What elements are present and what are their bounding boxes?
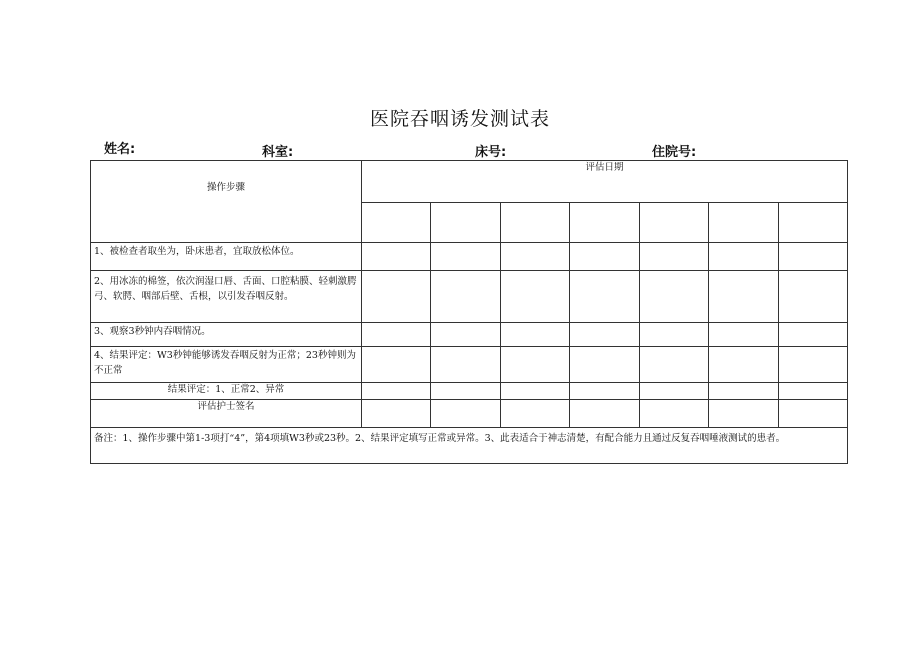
step-2-cell[interactable] (501, 271, 570, 323)
result-cell[interactable] (362, 383, 431, 400)
step-2-cell[interactable] (640, 271, 709, 323)
date-cell[interactable] (779, 203, 848, 243)
step-1-cell[interactable] (779, 243, 848, 271)
step-4-cell[interactable] (501, 347, 570, 383)
remarks-note: 备注：1、操作步骤中第1-3项打“4”，第4项填W3秒或23秒。2、结果评定填写正常或异常。3、此表适合于神志清楚，有配合能力且通过反复吞咽唾液测试的患者。 (91, 428, 848, 464)
result-evaluation-label: 结果评定：1、正常2、异常 (91, 383, 362, 400)
date-cell[interactable] (431, 203, 501, 243)
signature-cell[interactable] (362, 400, 431, 428)
step-1-cell[interactable] (501, 243, 570, 271)
page-title: 医院吞咽诱发测试表 (369, 108, 550, 130)
name-field-label: 姓名: (104, 142, 136, 157)
result-cell[interactable] (501, 383, 570, 400)
step-3-cell[interactable] (779, 323, 848, 347)
step-2-label: 2、用冰冻的棉签，依次润湿口唇、舌面、口腔粘膜、轻刺激腭弓、软腭、咽部后壁、舌根，以引发吞咽反射。 (91, 271, 362, 323)
result-cell[interactable] (779, 383, 848, 400)
signature-cell[interactable] (779, 400, 848, 428)
signature-cell[interactable] (640, 400, 709, 428)
result-cell[interactable] (709, 383, 779, 400)
step-2-cell[interactable] (431, 271, 501, 323)
signature-cell[interactable] (570, 400, 640, 428)
admission-number-field-label: 住院号: (652, 145, 697, 160)
step-4-label: 4、结果评定：W3秒钟能够诱发吞咽反射为正常；23秒钟则为不正常 (91, 347, 362, 383)
step-4-cell[interactable] (709, 347, 779, 383)
date-cell[interactable] (362, 203, 431, 243)
step-3-cell[interactable] (431, 323, 501, 347)
step-1-cell[interactable] (431, 243, 501, 271)
signature-cell[interactable] (709, 400, 779, 428)
step-3-cell[interactable] (362, 323, 431, 347)
step-1-cell[interactable] (362, 243, 431, 271)
result-cell[interactable] (570, 383, 640, 400)
date-cell[interactable] (709, 203, 779, 243)
signature-cell[interactable] (501, 400, 570, 428)
step-2-cell[interactable] (570, 271, 640, 323)
step-3-cell[interactable] (501, 323, 570, 347)
step-4-cell[interactable] (362, 347, 431, 383)
date-cell[interactable] (570, 203, 640, 243)
signature-cell[interactable] (431, 400, 501, 428)
step-1-cell[interactable] (709, 243, 779, 271)
step-4-cell[interactable] (779, 347, 848, 383)
evaluation-date-header: 评估日期 (362, 161, 848, 203)
step-2-cell[interactable] (362, 271, 431, 323)
operation-steps-header: 操作步骤 (91, 161, 362, 243)
step-4-cell[interactable] (640, 347, 709, 383)
step-4-cell[interactable] (570, 347, 640, 383)
step-3-label: 3、观察3秒钟内吞咽情况。 (91, 323, 362, 347)
result-cell[interactable] (431, 383, 501, 400)
department-field-label: 科室: (262, 145, 294, 160)
step-2-cell[interactable] (709, 271, 779, 323)
swallow-test-table (90, 160, 848, 464)
date-cell[interactable] (640, 203, 709, 243)
step-1-label: 1、被检查者取坐为，卧床患者，宜取放松体位。 (91, 243, 362, 271)
nurse-signature-label: 评估护士签名 (91, 400, 362, 428)
step-3-cell[interactable] (709, 323, 779, 347)
step-2-cell[interactable] (779, 271, 848, 323)
step-3-cell[interactable] (570, 323, 640, 347)
bed-field-label: 床号: (475, 145, 507, 160)
step-3-cell[interactable] (640, 323, 709, 347)
date-cell[interactable] (501, 203, 570, 243)
result-cell[interactable] (640, 383, 709, 400)
step-1-cell[interactable] (570, 243, 640, 271)
step-1-cell[interactable] (640, 243, 709, 271)
step-4-cell[interactable] (431, 347, 501, 383)
